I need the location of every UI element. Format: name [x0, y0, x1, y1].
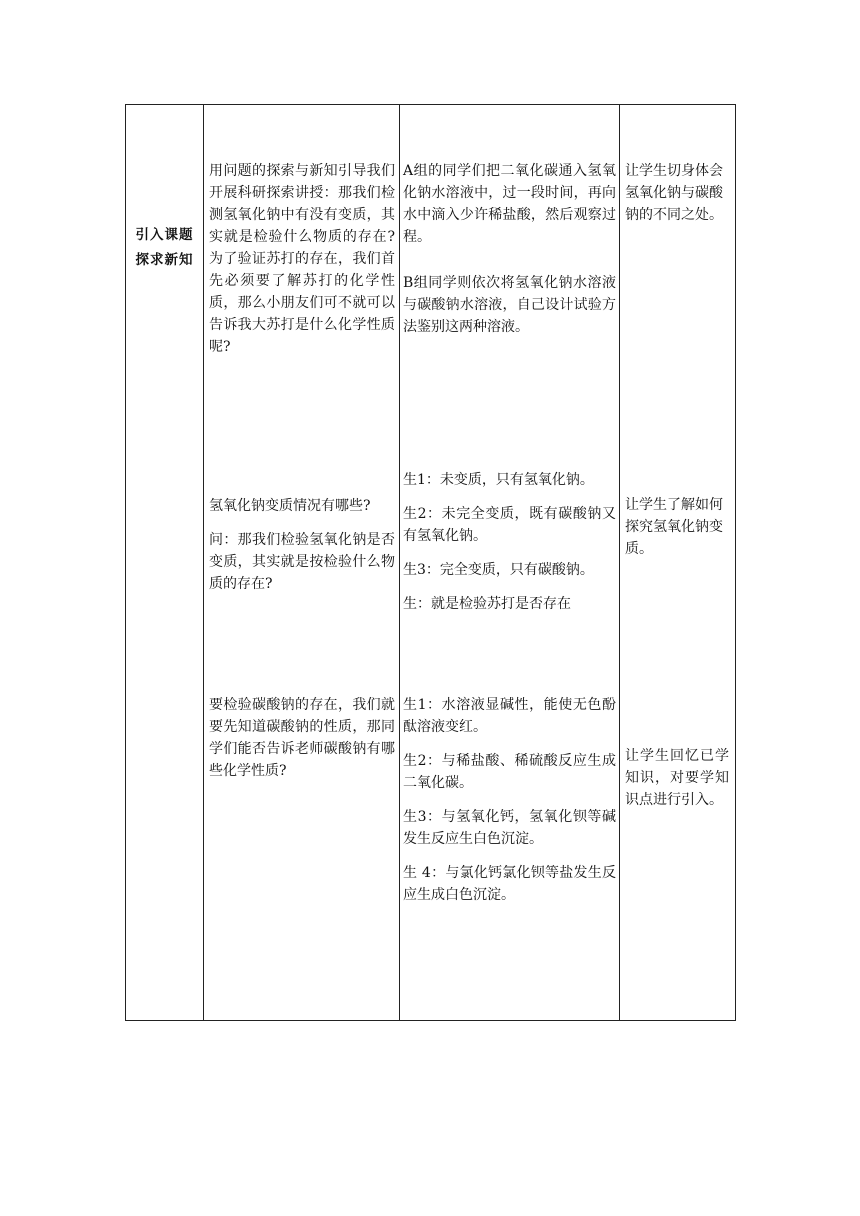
student-answers-block-1: [403, 469, 616, 615]
lesson-plan-table: [125, 104, 736, 1021]
stage-label-line-2: 探求新知: [135, 252, 194, 268]
table-row: [126, 105, 736, 1021]
group-b-text: B组同学则依次将氢氧化钠水溶液与碳酸钠水溶液，自己设计试验方法鉴别这两种溶液。: [403, 275, 616, 335]
intent-block-1: [625, 160, 729, 226]
teacher-question-1: 氢氧化钠变质情况有哪些?: [209, 498, 371, 514]
student-answer: 生1：未变质，只有氢氧化钠。: [403, 472, 594, 488]
intent-block-3: [625, 745, 729, 811]
student-answer: 生2：未完全变质，既有碳酸钠又有氢氧化钠。: [403, 506, 616, 544]
teacher-question-block-1: [209, 495, 395, 595]
student-answer: 生1：水溶液显碱性，能使无色酚酞溶液变红。: [403, 697, 616, 735]
teacher-question-block-2: [209, 694, 395, 782]
teacher-question-3: 要检验碳酸钠的存在，我们就要先知道碳酸钠的性质，那同学们能否告诉老师碳酸钠有哪些化学性质?: [209, 697, 395, 779]
group-a-block: [403, 160, 616, 248]
teacher-intro-block: [209, 160, 395, 358]
intent-text-1: 让学生切身体会氢氧化钠与碳酸钠的不同之处。: [625, 163, 723, 223]
stage-cell: [126, 105, 204, 1021]
intent-text-2: 让学生了解如何探究氢氧化钠变质。: [625, 497, 723, 557]
teacher-activity-cell: [204, 105, 400, 1021]
student-answer: 生2：与稀盐酸、稀硫酸反应生成二氧化碳。: [403, 753, 616, 791]
student-activity-cell: [400, 105, 620, 1021]
student-answer: 生：就是检验苏打是否存在: [403, 596, 571, 612]
student-answer: 生 4：与氯化钙氯化钡等盐发生反应生成白色沉淀。: [403, 865, 616, 903]
design-intent-cell: [620, 105, 736, 1021]
student-answer: 生3：与氢氧化钙，氢氧化钡等碱发生反应生白色沉淀。: [403, 809, 616, 847]
teacher-question-2: 问：那我们检验氢氧化钠是否变质，其实就是按检验什么物质的存在?: [209, 532, 395, 592]
stage-label-line-1: 引入课题: [135, 227, 194, 243]
group-b-block: [403, 272, 616, 338]
student-answer: 生3：完全变质，只有碳酸钠。: [403, 562, 594, 578]
group-a-text: A组的同学们把二氧化碳通入氢氧化钠水溶液中，过一段时间，再向水中滴入少许稀盐酸，然后观察过程。: [403, 163, 616, 245]
teacher-intro-text: 用问题的探索与新知引导我们开展科研探索讲授：那我们检测氢氧化钠中有没有变质，其实就是检验什么物质的存在?为了验证苏打的存在，我们首先必须要了解苏打的化学性质，那么小朋友们可不就可以告诉我大苏打是什么化学性质呢?: [209, 163, 395, 355]
intent-text-3: 让学生回忆已学知识，对要学知识点进行引入。: [625, 748, 729, 808]
student-answers-block-2: [403, 694, 616, 906]
stage-label: [126, 223, 203, 273]
intent-block-2: [625, 494, 729, 560]
